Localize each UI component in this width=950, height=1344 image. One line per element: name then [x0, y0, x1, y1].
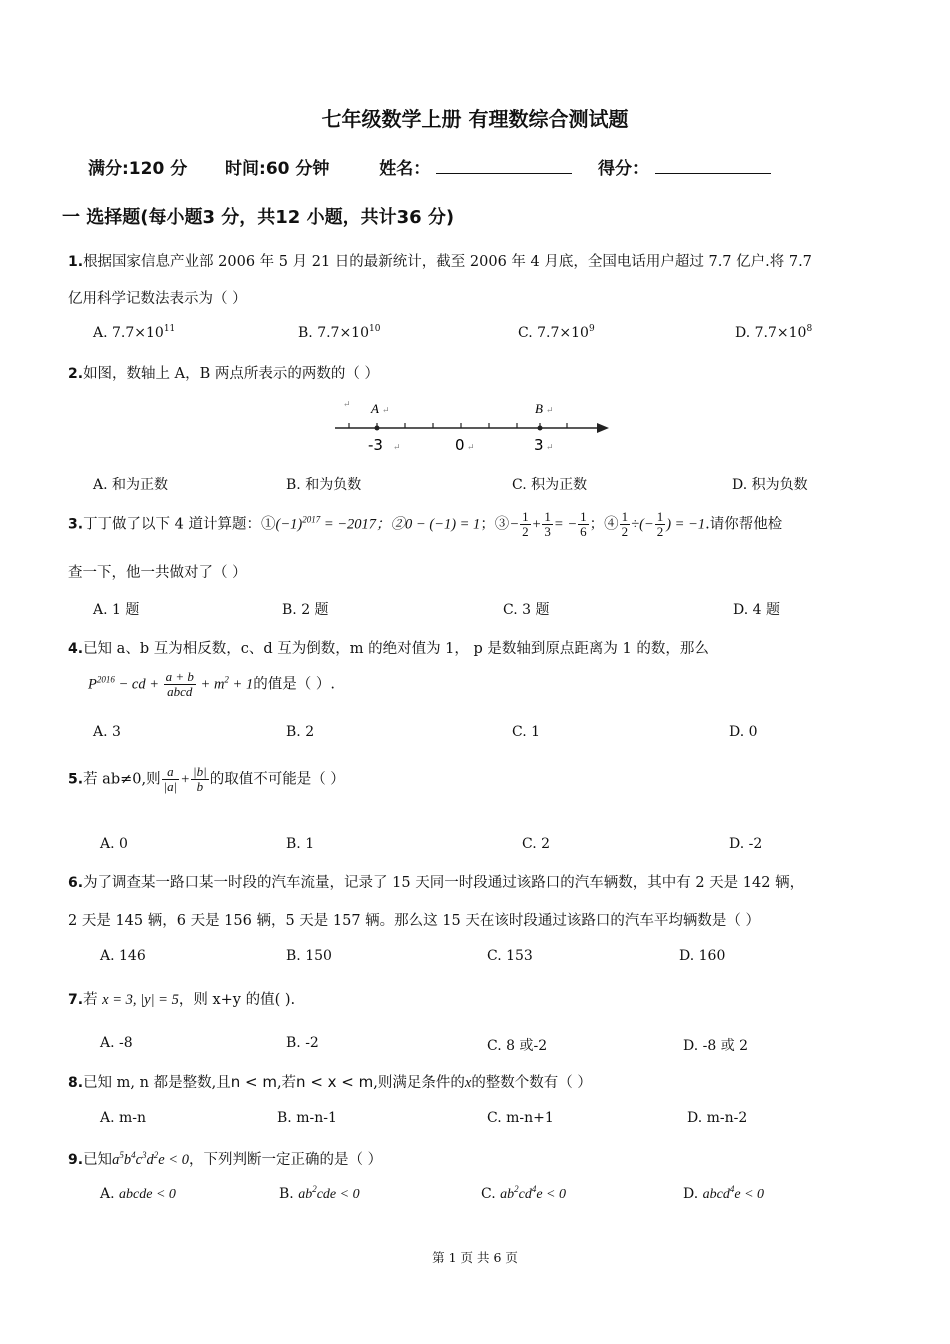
- question-6-line2: 2 天是 145 辆，6 天是 156 辆，5 天是 157 辆。那么这 15 天在该时段通过该路口的汽车平均辆数是（ ）: [68, 913, 760, 929]
- option-b[interactable]: B. $7.7\times 10^{10}$: [298, 324, 381, 341]
- option-a[interactable]: A. 和为正数: [93, 477, 169, 493]
- label-b: B: [535, 401, 543, 416]
- option-b[interactable]: B. 1: [286, 836, 315, 852]
- option-d[interactable]: D. -2: [729, 836, 763, 852]
- section-heading: 一 选择题(每小题3 分，共12 小题，共计36 分): [62, 207, 455, 228]
- option-d[interactable]: D. 160: [679, 948, 726, 964]
- option-d[interactable]: D. -8 或 2: [683, 1038, 749, 1054]
- question-text: 根据国家信息产业部 2006 年 5 月 21 日的最新统计，截至 2006 年 4 月底，全国电话用户超过 7.7 亿户.将 7.7: [83, 254, 812, 270]
- score-label: 得分：: [598, 159, 650, 179]
- option-b[interactable]: B. 2: [286, 724, 315, 740]
- option-c[interactable]: C. 3 题: [503, 602, 550, 618]
- option-c[interactable]: C. 8 或-2: [487, 1038, 548, 1054]
- tick-label-a: -3: [368, 436, 383, 454]
- name-label: 姓名：: [379, 159, 431, 179]
- option-b[interactable]: B. m-n-1: [277, 1110, 337, 1126]
- svg-text:↵: ↵: [382, 406, 390, 416]
- option-b[interactable]: B. $ab^2cde < 0$: [279, 1184, 360, 1202]
- full-score: 满分:120 分: [88, 159, 188, 179]
- page-title: 七年级数学上册 有理数综合测试题: [321, 107, 629, 131]
- page-footer: 第 1 页 共 6 页: [432, 1250, 518, 1265]
- option-c[interactable]: C. $ab^2cd^4e < 0$: [481, 1184, 567, 1202]
- point-a: [375, 426, 380, 431]
- svg-text:↵: ↵: [546, 443, 554, 453]
- option-a[interactable]: A. $7.7\times 10^{11}$: [93, 324, 176, 341]
- question-3-line2: 查一下，他一共做对了（ ）: [68, 565, 247, 581]
- option-d[interactable]: D. 0: [729, 724, 758, 740]
- name-blank[interactable]: [436, 155, 572, 174]
- option-d[interactable]: D. $7.7\times 10^8$: [735, 324, 813, 341]
- option-c[interactable]: C. $7.7\times 10^9$: [518, 324, 595, 341]
- question-9: 9.已知$a^5b^4c^3d^2e < 0$，下列判断一定正确的是（ ）: [68, 1150, 383, 1168]
- option-d[interactable]: D. abcd$^4$e < 0: [683, 1184, 765, 1202]
- label-a: A: [371, 401, 379, 416]
- question-number: 1.: [68, 254, 84, 270]
- question-1: [68, 250, 812, 271]
- question-7: 7.若 x = 3, |y| = 5，则 x+y 的值( ).: [68, 992, 296, 1008]
- option-b[interactable]: B. 和为负数: [286, 477, 362, 493]
- option-c[interactable]: C. 1: [512, 724, 541, 740]
- option-c[interactable]: C. 153: [487, 948, 533, 964]
- tick-label-zero: 0: [455, 436, 465, 454]
- question-4-line2: $P^{2016}$ − cd + $\frac{a + b}{\text{abcd}}$ + $m^2 + 1$的值是（ ）.: [88, 669, 335, 699]
- exam-info: [88, 154, 771, 179]
- option-d[interactable]: D. 积为负数: [732, 477, 808, 493]
- question-text: 如图，数轴上 A，B 两点所表示的两数的（ ）: [83, 366, 380, 382]
- option-a[interactable]: A. 3: [93, 724, 121, 740]
- option-b[interactable]: B. 150: [286, 948, 332, 964]
- option-b[interactable]: B. -2: [286, 1035, 319, 1051]
- exam-time: 时间:60 分钟: [225, 159, 330, 179]
- svg-text:↵: ↵: [393, 443, 401, 453]
- option-b[interactable]: B. 2 题: [282, 602, 329, 618]
- question-5: 5.若 ab≠0,则 $\frac{a}{|a|}$ + $\frac{|b|}{b}$ 的取值不可能是（ ）: [68, 764, 345, 794]
- question-2: 2.如图，数轴上 A，B 两点所表示的两数的（ ）: [68, 366, 380, 382]
- option-a[interactable]: A. 146: [100, 948, 146, 964]
- option-a[interactable]: A. m-n: [100, 1110, 147, 1126]
- option-c[interactable]: C. 积为正数: [512, 477, 588, 493]
- question-3: 3.丁丁做了以下 4 道计算题：$①(-1)^{2017} = -2017$；②0 − (−1) = 1；③− $\frac{1}{2}$ + $\frac{1}{3}$ = − $\frac{1}{6}$ ；④ $\frac{1}{2}$ ÷(− $\frac{1}{2}$ ) = −1.请你帮他检: [68, 509, 783, 539]
- point-b: [538, 426, 543, 431]
- tick-label-b: 3: [534, 436, 544, 454]
- option-a[interactable]: A. abcde < 0: [100, 1186, 176, 1202]
- option-a[interactable]: A. -8: [100, 1035, 133, 1051]
- option-c[interactable]: C. m-n+1: [487, 1110, 554, 1126]
- option-d[interactable]: D. m-n-2: [687, 1110, 748, 1126]
- option-a[interactable]: A. 0: [100, 836, 128, 852]
- option-d[interactable]: D. 4 题: [733, 602, 780, 618]
- number-line-figure: [335, 395, 615, 457]
- score-blank[interactable]: [655, 155, 771, 174]
- question-8: 8.已知 m, n 都是整数,且n < m,若n < x < m,则满足条件的x的整数个数有（ ）: [68, 1073, 592, 1091]
- option-a[interactable]: A. 1 题: [93, 602, 140, 618]
- question-6: 6.为了调查某一路口某一时段的汽车流量，记录了 15 天同一时段通过该路口的汽车辆数，其中有 2 天是 142 辆，: [68, 875, 805, 891]
- question-4: 4.已知 a、b 互为相反数，c、d 互为倒数，m 的绝对值为 1， p 是数轴到原点距离为 1 的数，那么: [68, 641, 709, 657]
- option-c[interactable]: C. 2: [522, 836, 551, 852]
- question-1-line2: 亿用科学记数法表示为（ ）: [68, 291, 247, 307]
- svg-text:↵: ↵: [343, 400, 351, 410]
- svg-text:↵: ↵: [546, 406, 554, 416]
- svg-text:↵: ↵: [467, 443, 475, 453]
